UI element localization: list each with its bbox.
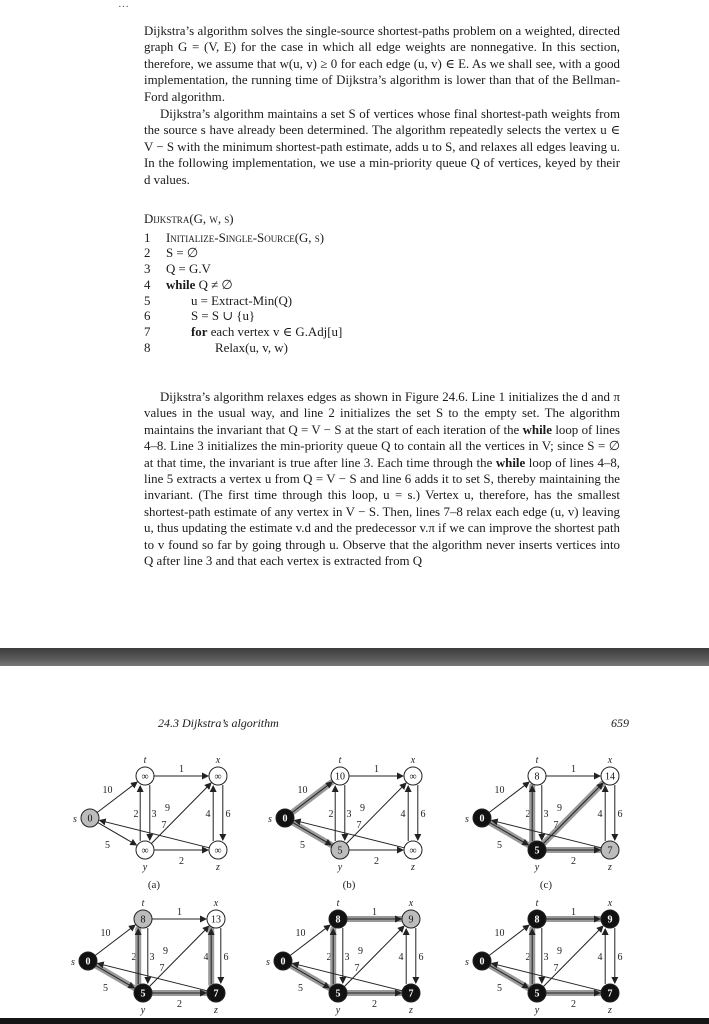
edge-weight-y_x: 9 [360, 803, 365, 814]
running-header: 24.3 Dijkstra’s algorithm [158, 716, 279, 730]
vertex-label-z: z [409, 1005, 413, 1016]
edge-y_x [344, 926, 404, 986]
vertex-s-distance: 0 [87, 813, 93, 825]
vertex-label-t: t [535, 898, 539, 909]
edge-weight-y_t: 3 [543, 809, 549, 820]
edge-s_y [293, 823, 332, 845]
edge-weight-y_x: 9 [165, 803, 170, 814]
vertex-label-x: x [607, 755, 613, 766]
vertex-label-t: t [535, 755, 539, 766]
pseudocode-block [144, 212, 444, 356]
graph-panel [268, 755, 425, 891]
edge-y_x [346, 783, 406, 843]
vertex-label-s: s [268, 814, 272, 825]
vertex-label-s: s [71, 957, 75, 968]
vertex-x-distance: ∞ [214, 771, 222, 783]
edge-weight-s_y: 5 [105, 840, 110, 851]
edge-z_s [100, 820, 210, 847]
line-number: 7 [144, 324, 151, 339]
line-number: 3 [144, 262, 151, 277]
edge-y_x [543, 926, 603, 986]
edge-weight-z_x: 6 [617, 809, 623, 820]
edge-weight-y_t: 3 [149, 952, 155, 963]
edge-weight-t_y: 2 [131, 952, 137, 963]
edge-weight-y_t: 3 [151, 809, 157, 820]
edge-weight-z_x: 6 [223, 952, 229, 963]
vertex-z-distance: 7 [607, 845, 613, 857]
vertex-label-y: y [534, 862, 540, 873]
vertex-z-distance: 7 [607, 988, 613, 1000]
edge-weight-z_s: 7 [159, 963, 165, 974]
line-text: S = S ∪ {u} [191, 309, 256, 324]
keyword-for: for [191, 324, 208, 339]
panel-caption: (b) [342, 879, 356, 891]
vertex-label-y: y [335, 1005, 341, 1016]
vertex-y-distance: 5 [534, 845, 540, 857]
edge-weight-s_t: 10 [494, 785, 505, 796]
vertex-t-distance: ∞ [141, 771, 149, 783]
code-line-3 [144, 262, 444, 278]
edge-weight-z_x: 6 [420, 809, 426, 820]
edge-weight-y_x: 9 [557, 946, 562, 957]
line-number: 1 [144, 230, 151, 245]
edge-weight-s_y: 5 [497, 983, 502, 994]
vertex-label-s: s [73, 814, 77, 825]
edge-weight-t_y: 2 [525, 952, 531, 963]
bottom-bar [0, 1018, 709, 1024]
vertex-label-s: s [465, 814, 469, 825]
edge-weight-x_z: 4 [205, 809, 211, 820]
keyword-while: while [522, 422, 552, 437]
edge-weight-z_x: 6 [418, 952, 424, 963]
edge-weight-y_z: 2 [177, 999, 182, 1010]
paragraph-set-s: Dijkstra’s algorithm maintains a set S of vertices whose final shortest-path weights from the source s have already been determined. The algorithm repeatedly selects the vertex u ∈ V − S with the minimum shortest-path estimate, adds u to S, and relaxes all edges leaving u. In the following implementation, we use a min-priority queue Q of vertices, keyed by their d values. [144, 107, 620, 187]
vertex-x-distance: ∞ [409, 771, 417, 783]
vertex-s-distance: 0 [280, 956, 286, 968]
vertex-label-t: t [338, 755, 342, 766]
paragraph-explanation [144, 389, 620, 569]
edge-weight-z_s: 7 [356, 820, 362, 831]
edge-weight-t_x: 1 [571, 764, 576, 775]
code-line-5 [144, 294, 444, 310]
edge-weight-z_x: 6 [225, 809, 231, 820]
vertex-label-s: s [266, 957, 270, 968]
edge-s_y [98, 823, 137, 845]
line-text: Initialize-Single-Source(G, s) [166, 230, 325, 245]
edge-weight-y_z: 2 [374, 856, 379, 867]
edge-weight-s_y: 5 [103, 983, 108, 994]
vertex-label-x: x [408, 898, 414, 909]
vertex-y-distance: ∞ [141, 845, 149, 857]
vertex-label-z: z [608, 1005, 612, 1016]
pseudocode-title: Dijkstra(G, w, s) [144, 212, 234, 226]
vertex-label-y: y [534, 1005, 540, 1016]
keyword-while: while [166, 277, 196, 292]
edge-weight-z_s: 7 [553, 820, 559, 831]
vertex-x-distance: 9 [607, 914, 613, 926]
edge-weight-s_t: 10 [494, 928, 505, 939]
vertex-s-distance: 0 [479, 813, 485, 825]
edge-weight-z_s: 7 [553, 963, 559, 974]
edge-weight-s_y: 5 [300, 840, 305, 851]
vertex-z-distance: 7 [213, 988, 219, 1000]
corner-fragment: … [118, 0, 129, 10]
code-line-8 [144, 341, 444, 357]
vertex-t-distance: 10 [335, 771, 345, 783]
text-run: loop of lines 4–8. Line 3 initializes the min-priority queue Q to contain all the vertices in V; since S = ∅ at that time, the invariant is true after line 3. Each time through the [144, 422, 620, 470]
vertex-label-x: x [410, 755, 416, 766]
vertex-label-t: t [141, 898, 145, 909]
edge-weight-s_y: 5 [497, 840, 502, 851]
edge-y_x [151, 783, 211, 843]
vertex-y-distance: 5 [337, 845, 343, 857]
edge-weight-y_z: 2 [571, 856, 576, 867]
edge-weight-x_z: 4 [597, 809, 603, 820]
text-run: loop of lines 4–8, line 5 extracts a vertex u from Q = V − S and line 6 adds it to set S, thereby maintaining the invariant. (The first time through this loop, u = s.) Vertex u, therefore, has the smallest shortest-path estimate of any vertex in V − S. Then, lines 7–8 relax each edge (u, v) leaving u, thus updating the estimate v.d and the predecessor v.π if we can improve the shortest path to v found so far by going through u. Observe that the algorithm never inserts vertices into Q after line 3 and that each vertex is extracted from Q [144, 455, 621, 569]
line-number: 5 [144, 293, 151, 308]
edge-s_y [291, 966, 330, 988]
edge-weight-x_z: 4 [203, 952, 209, 963]
line-text: Relax(u, v, w) [215, 340, 288, 355]
vertex-y-distance: 5 [534, 988, 540, 1000]
graph-panel [71, 898, 228, 1016]
edge-weight-y_x: 9 [163, 946, 168, 957]
vertex-label-s: s [465, 957, 469, 968]
vertex-label-z: z [411, 862, 415, 873]
page-number: 659 [611, 716, 629, 730]
code-line-2 [144, 246, 444, 262]
vertex-label-x: x [215, 755, 221, 766]
edge-s_y [490, 823, 529, 845]
line-number: 2 [144, 246, 151, 261]
line-number: 8 [144, 340, 151, 355]
vertex-z-distance: ∞ [409, 845, 417, 857]
edge-weight-s_t: 10 [297, 785, 308, 796]
vertex-label-x: x [213, 898, 219, 909]
edge-weight-t_x: 1 [177, 907, 182, 918]
vertex-label-z: z [214, 1005, 218, 1016]
vertex-z-distance: ∞ [214, 845, 222, 857]
edge-weight-z_s: 7 [354, 963, 360, 974]
edge-weight-y_z: 2 [372, 999, 377, 1010]
edge-weight-s_t: 10 [100, 928, 111, 939]
vertex-s-distance: 0 [479, 956, 485, 968]
graph-panel [465, 898, 622, 1016]
vertex-label-t: t [336, 898, 340, 909]
vertex-x-distance: 13 [211, 914, 221, 926]
edge-weight-s_y: 5 [298, 983, 303, 994]
edge-weight-t_y: 2 [133, 809, 139, 820]
vertex-t-distance: 8 [534, 771, 540, 783]
code-line-4 [144, 278, 444, 294]
panel-caption: (a) [147, 879, 161, 891]
edge-weight-x_z: 4 [398, 952, 404, 963]
edge-weight-x_z: 4 [597, 952, 603, 963]
edge-s_y [490, 966, 529, 988]
vertex-label-t: t [143, 755, 147, 766]
vertex-x-distance: 14 [605, 771, 615, 783]
edge-weight-z_x: 6 [617, 952, 623, 963]
edge-weight-t_x: 1 [372, 907, 377, 918]
vertex-x-distance: 9 [408, 914, 414, 926]
edge-weight-s_t: 10 [295, 928, 306, 939]
vertex-z-distance: 7 [408, 988, 414, 1000]
edge-weight-y_t: 3 [543, 952, 549, 963]
edge-weight-x_z: 4 [400, 809, 406, 820]
edge-weight-t_y: 2 [525, 809, 531, 820]
edge-y_x [149, 926, 209, 986]
vertex-t-distance: 8 [335, 914, 341, 926]
line-text: u = Extract-Min(Q) [191, 293, 293, 308]
edge-weight-t_x: 1 [374, 764, 379, 775]
line-text: S = ∅ [166, 246, 199, 261]
page-separator [0, 648, 709, 666]
edge-weight-y_z: 2 [571, 999, 576, 1010]
graph-panel [266, 898, 423, 1016]
graph-panel [465, 755, 622, 891]
vertex-label-y: y [337, 862, 343, 873]
edge-weight-t_x: 1 [179, 764, 184, 775]
vertex-t-distance: 8 [534, 914, 540, 926]
vertex-s-distance: 0 [85, 956, 91, 968]
text-run: Dijkstra’s algorithm relaxes edges as shown in Figure 24.6. Line 1 initializes the d and π values in the usual way, and line 2 initializes the set S to the empty set. The algorithm maintains the invariant that Q = V − S at the start of each iteration of the [144, 390, 620, 437]
dijkstra-figure [0, 666, 709, 1018]
edge-y_x [543, 783, 603, 843]
paragraph-intro: Dijkstra’s algorithm solves the single-source shortest-paths problem on a weighted, directed graph G = (V, E) for the case in which all edge weights are nonnegative. In this section, therefore, we assume that w(u, v) ≥ 0 for each edge (u, v) ∈ E. As we shall see, with a good implementation, the running time of Dijkstra’s algorithm is lower than that of the Bellman-Ford algorithm. [144, 24, 620, 104]
code-line-7 [144, 325, 444, 341]
vertex-y-distance: 5 [335, 988, 341, 1000]
vertex-label-y: y [140, 1005, 146, 1016]
vertex-label-z: z [216, 862, 220, 873]
edge-weight-y_x: 9 [557, 803, 562, 814]
edge-weight-y_t: 3 [344, 952, 350, 963]
edge-weight-t_y: 2 [328, 809, 334, 820]
keyword-while: while [495, 455, 526, 470]
graph-panel [73, 755, 230, 891]
code-line-6 [144, 309, 444, 325]
line-text: each vertex v ∈ G.Adj[u] [207, 324, 343, 339]
edge-s_y [96, 966, 135, 988]
textbook-page-lower [0, 666, 709, 1018]
line-text: Q ≠ ∅ [195, 277, 233, 292]
line-number: 4 [144, 277, 151, 292]
edge-weight-t_y: 2 [326, 952, 332, 963]
edge-weight-y_z: 2 [179, 856, 184, 867]
panel-caption: (c) [539, 879, 553, 891]
vertex-t-distance: 8 [140, 914, 146, 926]
vertex-label-z: z [608, 862, 612, 873]
edge-weight-s_t: 10 [102, 785, 113, 796]
edge-weight-y_t: 3 [346, 809, 352, 820]
line-text: Q = G.V [166, 262, 211, 277]
vertex-s-distance: 0 [282, 813, 288, 825]
vertex-label-y: y [142, 862, 148, 873]
edge-weight-y_x: 9 [358, 946, 363, 957]
line-number: 6 [144, 309, 151, 324]
code-line-1 [144, 231, 444, 247]
vertex-label-x: x [607, 898, 613, 909]
edge-weight-t_x: 1 [571, 907, 576, 918]
vertex-y-distance: 5 [140, 988, 146, 1000]
edge-weight-z_s: 7 [161, 820, 167, 831]
